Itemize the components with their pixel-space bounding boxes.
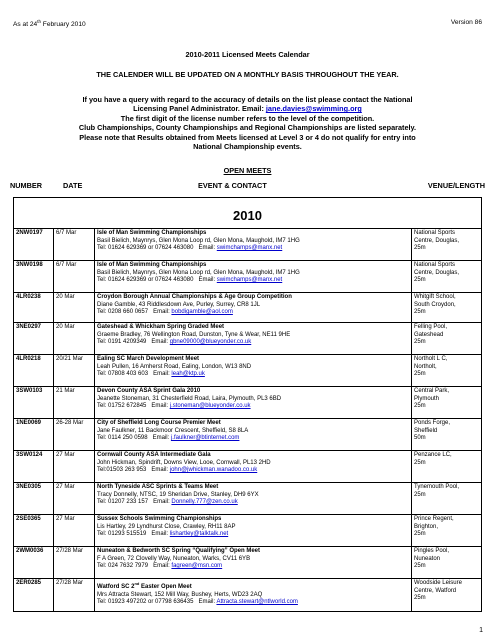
meet-number: 3NW0198	[14, 261, 54, 292]
contact-email-link[interactable]: leah@ktp.uk	[171, 371, 205, 378]
contact-phone-email: Tel: 024 7632 7979 Email: fagreen@msn.com	[97, 563, 223, 570]
meet-number: 4LR0238	[14, 293, 54, 322]
venue-line: Plymouth	[414, 395, 440, 402]
event-title: Nuneaton & Bedworth SC Spring “Qualifying” Open Meet	[97, 548, 261, 554]
contact-address: Mrs Attracta Stewart, 152 Mill Way, Bushey, Herts, WD23 2AQ	[97, 591, 263, 598]
venue-line: National Sports	[414, 262, 456, 268]
venue	[412, 229, 481, 260]
meet-number: 1NE0069	[14, 419, 54, 450]
contact-address: Basil Bielich, Maynrys, Glen Mona Loop rd, Glen Mona, Maughold, IM7 1HG	[97, 237, 300, 244]
admin-email-link[interactable]: jane.davies@swimming.org	[265, 104, 362, 114]
venue-line: Penzance LC,	[414, 452, 452, 458]
event-contact	[95, 387, 412, 418]
venue	[412, 483, 481, 514]
venue-line: Centre, Douglas,	[414, 237, 460, 244]
meet-date: 27 Mar	[54, 451, 95, 482]
meet-row	[14, 261, 481, 293]
contact-email-link[interactable]: lishartley@talktalk.net	[169, 531, 229, 538]
meet-date: 27/28 Mar	[54, 579, 95, 611]
contact-phone-email: Tel: 01923 497202 or 07798 636435 Email: Attracta.stewart@ntlworld.com	[97, 599, 298, 606]
event-title: Croydon Borough Annual Championships & Age Group Competition	[97, 294, 292, 300]
event-title: Isle of Man Swimming Championships	[97, 230, 207, 236]
update-notice: THE CALENDER WILL BE UPDATED ON A MONTHLY BASIS THROUGHOUT THE YEAR.	[96, 70, 399, 79]
venue-line: 25m	[414, 309, 426, 316]
event-title: North Tyneside ASC Sprints & Teams Meet	[97, 484, 219, 490]
venue-line: Northolt,	[414, 363, 437, 370]
venue-line: Centre, Douglas,	[414, 269, 460, 276]
meet-date: 6/7 Mar	[54, 229, 95, 260]
venue	[412, 387, 481, 418]
event-title: Devon County ASA Sprint Gala 2010	[97, 388, 201, 394]
contact-address: Diane Gamble, 43 Riddlesdown Ave, Purley, Surrey, CR8 1JL	[97, 301, 261, 308]
col-date: DATE	[63, 181, 83, 190]
venue	[412, 547, 481, 578]
event-title: Isle of Man Swimming Championships	[97, 262, 207, 268]
contact-phone-email: Tel: 0208 660 0657 Email: bobdigamble@aol.com	[97, 309, 233, 316]
venue	[412, 355, 481, 386]
meet-date: 26-28 Mar	[54, 419, 95, 450]
venue	[412, 515, 481, 546]
contact-email-link[interactable]: swimchamps@manx.net	[216, 245, 283, 252]
meet-row	[14, 387, 481, 419]
contact-phone-email: Tel: 01752 672845 Email: j.stoneman@blueyonder.co.uk	[97, 403, 251, 410]
event-title: Watford SC 2nd Easter Open Meet	[97, 581, 192, 590]
meet-row	[14, 483, 481, 515]
col-venue: VENUE/LENGTH	[427, 181, 485, 190]
venue-line: 25m	[414, 245, 426, 252]
venue-line: Woodside Leisure	[414, 580, 462, 586]
event-contact	[95, 323, 412, 354]
event-title: Sussex Schools Swimming Championships	[97, 516, 222, 522]
meet-number: 3NE0297	[14, 323, 54, 354]
event-contact	[95, 483, 412, 514]
meet-row	[14, 355, 481, 387]
col-number: NUMBER	[10, 181, 43, 190]
page-title: 2010-2011 Licensed Meets Calendar	[185, 50, 310, 59]
venue-line: Pingles Pool,	[414, 548, 450, 554]
contact-phone-email: Tel: 01624 629369 or 07624 463080 Email: swimchamps@manx.net	[97, 277, 283, 284]
venue	[412, 261, 481, 292]
meet-date: 20 Mar	[54, 323, 95, 354]
event-contact	[95, 451, 412, 482]
contact-email-link[interactable]: gbne09000@blueyonder.co.uk	[169, 339, 252, 346]
venue-line: National Sports	[414, 230, 456, 236]
contact-email-link[interactable]: swimchamps@manx.net	[216, 277, 283, 284]
page-number: 1	[479, 627, 483, 634]
venue-line: Prince Regent,	[414, 516, 454, 522]
event-contact	[95, 293, 412, 322]
contact-phone-email: Tel: 01624 629369 or 07624 463080 Email: swimchamps@manx.net	[97, 245, 283, 252]
meet-row	[14, 547, 481, 579]
section-heading: OPEN MEETS	[223, 166, 272, 175]
contact-address: Leah Pullen, 16 Amherst Road, Ealing, London, W13 8ND	[97, 363, 252, 370]
event-contact	[95, 419, 412, 450]
meet-date: 20/21 Mar	[54, 355, 95, 386]
meet-row	[14, 419, 481, 451]
venue	[412, 419, 481, 450]
venue-line: Felling Pool,	[414, 324, 448, 330]
meet-row	[14, 323, 481, 355]
event-title: Cornwall County ASA Intermediate Gala	[97, 452, 211, 458]
contact-address: Basil Bielich, Maynrys, Glen Mona Loop rd, Glen Mona, Maughold, IM7 1HG	[97, 269, 300, 276]
event-contact	[95, 261, 412, 292]
venue-line: 25m	[414, 595, 426, 602]
meets-table	[13, 197, 482, 612]
contact-address: Jeanette Stoneman, 31 Chesterfield Road, Laira, Plymouth, PL3 6BD	[97, 395, 282, 402]
meet-number: 3SW0103	[14, 387, 54, 418]
contact-phone-email: Tel: 07808 403 603 Email: leah@ktp.uk	[97, 371, 205, 378]
meet-date: 27 Mar	[54, 483, 95, 514]
meet-row	[14, 451, 481, 483]
meet-number: 4LR0218	[14, 355, 54, 386]
venue-line: Whitgift School,	[414, 294, 456, 300]
event-contact	[95, 515, 412, 546]
venue-line: 50m	[414, 435, 426, 442]
event-contact	[95, 547, 412, 578]
contact-email-link[interactable]: Attracta.stewart@ntlworld.com	[216, 599, 298, 606]
notice-block: If you have a query with regard to the accuracy of details on the list please contact the National Licensing Panel Administrator. Email: jane.davies@swimming.org The first digit of the license number refers to the level of the competition. Club Championships, County Championships and Regional Championships are listed separately. Please note that Results obtained from Meets licensed at Level 3 or 4 do not qualify for entry into National Championship events.	[78, 95, 417, 152]
event-title: Gateshead & Whickham Spring Graded Meet	[97, 324, 225, 330]
venue-line: 25m	[414, 403, 426, 410]
contact-phone-email: Tel: 01207 233 157 Email: Donnelly.777@zen.co.uk	[97, 499, 238, 506]
contact-address: Lis Hartley, 29 Lyndhurst Close, Crawley, RH11 8AP	[97, 523, 236, 530]
venue-line: Centre, Watford	[414, 587, 457, 594]
contact-email-link[interactable]: Donnelly.777@zen.co.uk	[171, 499, 238, 506]
venue-line: 25m	[414, 277, 426, 284]
meet-number: 2SE0365	[14, 515, 54, 546]
venue-line: 25m	[414, 459, 426, 466]
contact-email-link[interactable]: j.stoneman@blueyonder.co.uk	[169, 403, 251, 410]
meet-date: 27/28 Mar	[54, 547, 95, 578]
venue-line: Central Park,	[414, 388, 450, 394]
contact-email-link[interactable]: fagreen@msn.com	[171, 563, 223, 570]
contact-phone-email: Tel: 01293 515519 Email: lishartley@talktalk.net	[97, 531, 229, 538]
meet-number: 3NE0305	[14, 483, 54, 514]
venue-line: South Croydon,	[414, 301, 456, 308]
col-event: EVENT & CONTACT	[198, 181, 267, 190]
venue-line: Brighton,	[414, 523, 439, 530]
contact-address: Jane Faulkner, 11 Backmoor Crescent, Sheffield, S8 8LA	[97, 427, 249, 434]
contact-address: John Hickman, Spindrift, Downs View, Looe, Cornwall, PL13 2HD	[97, 459, 271, 466]
date-stamp: As at 24th February 2010	[13, 19, 86, 29]
year-heading: 2010	[14, 198, 481, 229]
event-title: City of Sheffield Long Course Premier Meet	[97, 420, 221, 426]
venue-line: 25m	[414, 339, 426, 346]
venue	[412, 579, 481, 611]
contact-address: Graeme Bradley, 76 Wellington Road, Dunston, Tyne & Wear, NE11 9HE	[97, 331, 291, 338]
venue	[412, 451, 481, 482]
venue	[412, 323, 481, 354]
venue-line: 25m	[414, 563, 426, 570]
meet-date: 6/7 Mar	[54, 261, 95, 292]
meet-row	[14, 229, 481, 261]
meet-date: 27 Mar	[54, 515, 95, 546]
event-title: Ealing SC March Development Meet	[97, 356, 200, 362]
event-contact	[95, 229, 412, 260]
contact-address: F A Green, 72 Clovelly Way, Nuneaton, Warks, CV11 6YB	[97, 555, 251, 562]
venue-line: Nuneaton	[414, 555, 441, 562]
event-contact	[95, 579, 412, 611]
venue	[412, 293, 481, 322]
contact-email-link[interactable]: john@jwhickman.wanadoo.co.uk	[169, 467, 258, 474]
venue-line: Gateshead	[414, 331, 444, 338]
contact-phone-email: Tel: 0114 250 0598 Email: j.faulkner@btinternet.com	[97, 435, 240, 442]
contact-email-link[interactable]: j.faulkner@btinternet.com	[170, 435, 240, 442]
contact-address: Tracy Donnelly, NTSC, 19 Sheridan Drive, Stanley, DH9 6YX	[97, 491, 259, 498]
event-contact	[95, 355, 412, 386]
contact-phone-email: Tel: 0191 4209349 Email: gbne09000@blueyonder.co.uk	[97, 339, 252, 346]
meet-row	[14, 579, 481, 611]
meet-number: 2WM0036	[14, 547, 54, 578]
venue-line: Northolt L C,	[414, 356, 448, 362]
venue-line: 25m	[414, 531, 426, 538]
meet-number: 2NW0197	[14, 229, 54, 260]
meet-row	[14, 515, 481, 547]
page-header	[13, 19, 482, 28]
contact-phone-email: Tel:01503 263 953 Email: john@jwhickman.wanadoo.co.uk	[97, 467, 258, 474]
meet-number: 3SW0124	[14, 451, 54, 482]
version-label: Version 86	[450, 19, 482, 26]
venue-line: 25m	[414, 491, 426, 498]
meet-date: 21 Mar	[54, 387, 95, 418]
venue-line: Sheffield	[414, 427, 438, 434]
meet-date: 20 Mar	[54, 293, 95, 322]
venue-line: 25m	[414, 371, 426, 378]
venue-line: Tynemouth Pool,	[414, 484, 460, 490]
venue-line: Ponds Forge,	[414, 420, 451, 426]
meet-number: 2ER0285	[14, 579, 54, 611]
contact-email-link[interactable]: bobdigamble@aol.com	[171, 309, 233, 316]
meet-row	[14, 293, 481, 323]
